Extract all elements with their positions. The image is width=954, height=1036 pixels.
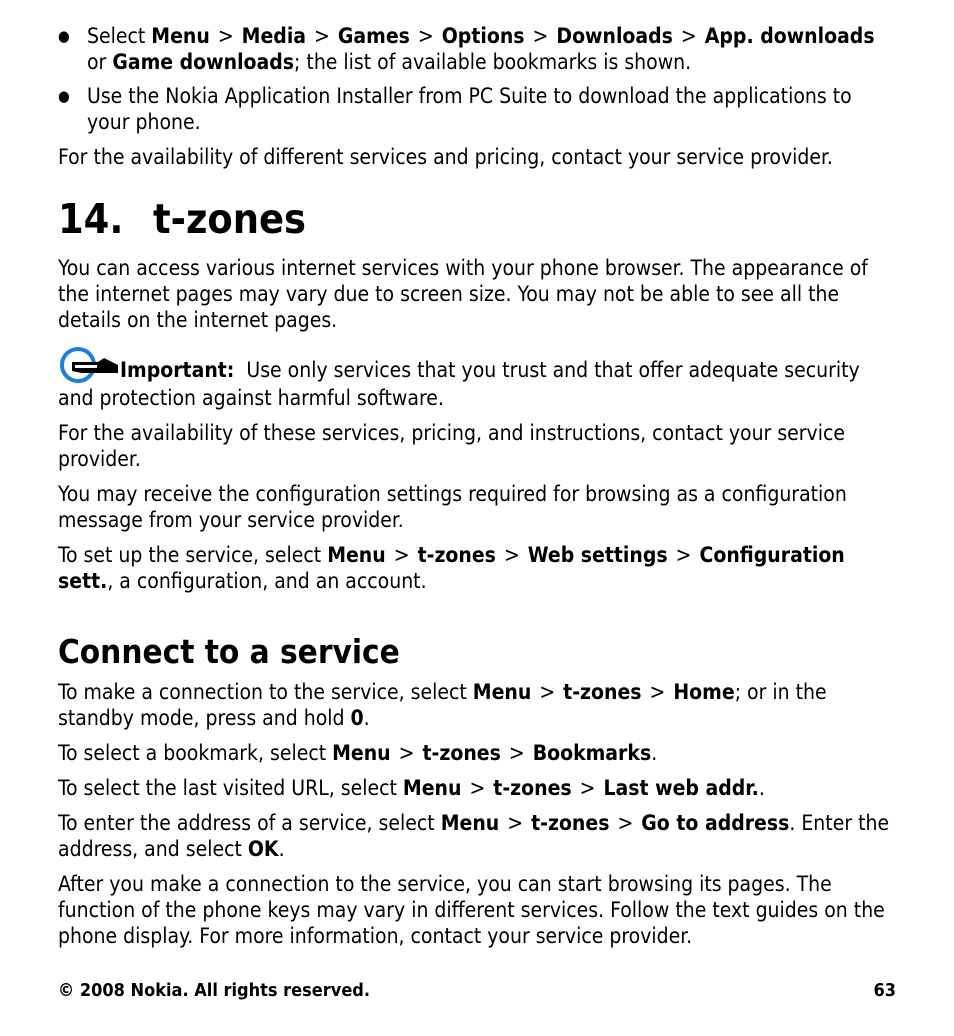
important-text: Use only services that you trust and that offer adequate security and protection against harmful software. <box>58 358 860 410</box>
bookmark-paragraph: To select a bookmark, select Menu > t-zones > Bookmarks. <box>58 741 658 765</box>
chapter-body <box>58 255 898 594</box>
copyright-notice: © 2008 Nokia. All rights reserved. <box>58 980 371 1001</box>
important-label: Important: <box>120 358 235 382</box>
connect-paragraph: To make a connection to the service, select Menu > t-zones > Home; or in the standby mode, press and hold 0. <box>58 680 827 730</box>
config-message-paragraph: You may receive the configuration settings required for browsing as a configuration message from your service provider. <box>58 482 847 532</box>
page-number: 63 <box>873 980 896 1001</box>
chapter-heading <box>58 196 306 242</box>
section-body <box>58 679 898 949</box>
bullet-item-app-downloads: ● Select Menu > Media > Games > Options > Downloads > App. downloads or Game downloads; the list of available bookmarks is shown. <box>58 23 898 75</box>
bullet-list <box>58 23 898 135</box>
intro-paragraph: You can access various internet services with your phone browser. The appearance of the internet pages may vary due to screen size. You may not be able to see all the details on the internet pages. <box>58 256 868 332</box>
chapter-title: t-zones <box>153 195 307 243</box>
bullet-list-block <box>58 23 898 170</box>
bullet-item-pc-suite: ● Use the Nokia Application Installer from PC Suite to download the applications to your phone. <box>58 83 898 135</box>
page-footer <box>58 980 896 1002</box>
setup-paragraph: To set up the service, select Menu > t-zones > Web settings > Configuration sett., a configuration, and an account. <box>58 543 845 593</box>
enter-address-paragraph: To enter the address of a service, select Menu > t-zones > Go to address. Enter the address, and select OK. <box>58 811 890 861</box>
last-url-paragraph: To select the last visited URL, select Menu > t-zones > Last web addr.. <box>58 776 765 800</box>
chapter-number: 14. <box>58 195 124 243</box>
availability-services-paragraph: For the availability of different services and pricing, contact your service provider. <box>58 145 833 169</box>
important-note <box>58 345 898 411</box>
availability-instructions-paragraph: For the availability of these services, pricing, and instructions, contact your service provider. <box>58 421 845 471</box>
important-hand-icon <box>58 345 120 385</box>
browsing-paragraph: After you make a connection to the service, you can start browsing its pages. The function of the phone keys may vary in different services. Follow the text guides on the phone display. For more information, contact your service provider. <box>58 872 885 948</box>
section-heading: Connect to a service <box>58 632 400 671</box>
